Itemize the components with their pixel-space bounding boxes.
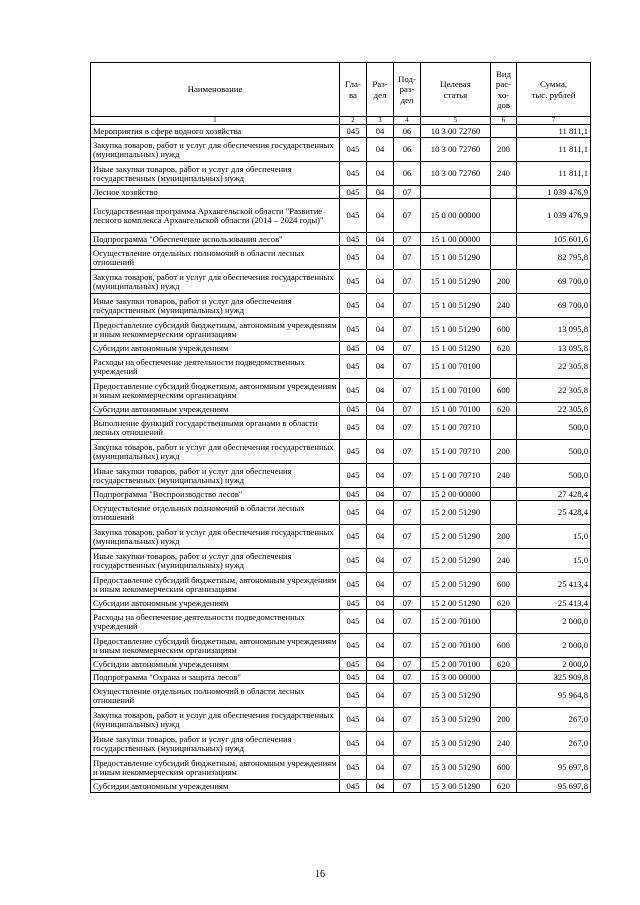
- cell-expense-type: [491, 246, 517, 270]
- column-number: 6: [491, 117, 517, 125]
- cell-chapter: 045: [340, 403, 367, 416]
- cell-section: 04: [367, 501, 394, 525]
- table-row: [91, 379, 591, 403]
- cell-section: 04: [367, 138, 394, 162]
- cell-target-article: 15 1 00 70100: [421, 403, 491, 416]
- table-row: [91, 318, 591, 342]
- cell-subsection: 07: [394, 294, 421, 318]
- cell-name: Подпрограмма "Воспроизводство лесов": [91, 488, 340, 501]
- cell-chapter: 045: [340, 318, 367, 342]
- cell-target-article: 15 1 00 51290: [421, 270, 491, 294]
- cell-chapter: 045: [340, 186, 367, 199]
- cell-amount: 25 413,4: [517, 597, 591, 610]
- cell-name: Закупка товаров, работ и услуг для обеспечения государственных (муниципальных) нужд: [91, 138, 340, 162]
- cell-name: Осуществление отдельных полномочий в области лесных отношений: [91, 501, 340, 525]
- cell-amount: 22 305,8: [517, 355, 591, 379]
- cell-section: 04: [367, 549, 394, 573]
- cell-section: 04: [367, 440, 394, 464]
- cell-section: 04: [367, 525, 394, 549]
- cell-target-article: 15 3 00 51290: [421, 780, 491, 793]
- cell-amount: 95 964,8: [517, 684, 591, 708]
- table-row: [91, 597, 591, 610]
- table-row: [91, 125, 591, 138]
- cell-section: 04: [367, 634, 394, 658]
- header-section: Раз- дел: [367, 63, 394, 117]
- cell-section: 04: [367, 379, 394, 403]
- table-row: [91, 573, 591, 597]
- cell-subsection: 07: [394, 756, 421, 780]
- table-row: [91, 355, 591, 379]
- cell-name: Субсидии автономным учреждениям: [91, 403, 340, 416]
- column-number: 5: [421, 117, 491, 125]
- page-number: 16: [315, 869, 325, 880]
- cell-expense-type: 620: [491, 597, 517, 610]
- cell-section: 04: [367, 597, 394, 610]
- cell-expense-type: [491, 501, 517, 525]
- table-row: [91, 658, 591, 671]
- cell-amount: 69 700,0: [517, 270, 591, 294]
- header-subsection: Под- раз- дел: [394, 63, 421, 117]
- cell-target-article: 15 1 00 70710: [421, 416, 491, 440]
- column-number: 7: [517, 117, 591, 125]
- column-number: 3: [367, 117, 394, 125]
- header-name: Наименование: [91, 63, 340, 117]
- cell-amount: 500,0: [517, 464, 591, 488]
- cell-section: 04: [367, 355, 394, 379]
- cell-target-article: 15 2 00 51290: [421, 549, 491, 573]
- cell-chapter: 045: [340, 549, 367, 573]
- cell-subsection: 07: [394, 488, 421, 501]
- table-row: [91, 780, 591, 793]
- cell-subsection: 07: [394, 549, 421, 573]
- cell-amount: 82 795,8: [517, 246, 591, 270]
- cell-chapter: 045: [340, 671, 367, 684]
- cell-name: Осуществление отдельных полномочий в области лесных отношений: [91, 246, 340, 270]
- cell-amount: 2 000,0: [517, 658, 591, 671]
- cell-amount: 11 811,1: [517, 162, 591, 186]
- cell-amount: 25 413,4: [517, 573, 591, 597]
- cell-amount: 105 601,6: [517, 233, 591, 246]
- cell-subsection: 07: [394, 732, 421, 756]
- cell-expense-type: [491, 186, 517, 199]
- cell-name: Подпрограмма "Охрана и защита лесов": [91, 671, 340, 684]
- cell-chapter: 045: [340, 138, 367, 162]
- cell-target-article: 15 2 00 70100: [421, 634, 491, 658]
- cell-chapter: 045: [340, 732, 367, 756]
- table-row: [91, 525, 591, 549]
- cell-target-article: 15 2 00 51290: [421, 597, 491, 610]
- cell-expense-type: 600: [491, 634, 517, 658]
- cell-subsection: 07: [394, 379, 421, 403]
- cell-name: Иные закупки товаров, работ и услуг для обеспечения государственных (муниципальных) нужд: [91, 732, 340, 756]
- cell-chapter: 045: [340, 294, 367, 318]
- cell-expense-type: 620: [491, 780, 517, 793]
- cell-expense-type: [491, 488, 517, 501]
- cell-target-article: 15 3 00 51290: [421, 756, 491, 780]
- cell-expense-type: 600: [491, 379, 517, 403]
- cell-amount: 267,0: [517, 708, 591, 732]
- table-row: [91, 246, 591, 270]
- cell-name: Мероприятия в сфере водного хозяйства: [91, 125, 340, 138]
- cell-chapter: 045: [340, 125, 367, 138]
- cell-subsection: 07: [394, 318, 421, 342]
- cell-amount: 13 095,8: [517, 342, 591, 355]
- cell-section: 04: [367, 186, 394, 199]
- cell-chapter: 045: [340, 233, 367, 246]
- table-row: [91, 270, 591, 294]
- table-row: [91, 403, 591, 416]
- cell-expense-type: [491, 199, 517, 233]
- table-row: [91, 440, 591, 464]
- cell-expense-type: 200: [491, 525, 517, 549]
- cell-amount: 13 095,8: [517, 318, 591, 342]
- cell-section: 04: [367, 416, 394, 440]
- cell-subsection: 07: [394, 658, 421, 671]
- cell-amount: 500,0: [517, 416, 591, 440]
- cell-section: 04: [367, 294, 394, 318]
- cell-chapter: 045: [340, 464, 367, 488]
- cell-name: Иные закупки товаров, работ и услуг для обеспечения государственных (муниципальных) нужд: [91, 464, 340, 488]
- cell-name: Закупка товаров, работ и услуг для обеспечения государственных (муниципальных) нужд: [91, 525, 340, 549]
- cell-target-article: 15 1 00 51290: [421, 342, 491, 355]
- cell-subsection: 07: [394, 440, 421, 464]
- column-number-row: [91, 117, 591, 125]
- cell-target-article: 15 1 00 70100: [421, 355, 491, 379]
- cell-expense-type: 240: [491, 549, 517, 573]
- cell-target-article: 15 2 00 70100: [421, 610, 491, 634]
- cell-chapter: 045: [340, 379, 367, 403]
- cell-target-article: 15 2 00 51290: [421, 501, 491, 525]
- table-row: [91, 732, 591, 756]
- cell-subsection: 06: [394, 162, 421, 186]
- cell-section: 04: [367, 125, 394, 138]
- header-target-article: Целевая статья: [421, 63, 491, 117]
- cell-section: 04: [367, 708, 394, 732]
- table-row: [91, 488, 591, 501]
- table-row: [91, 501, 591, 525]
- cell-name: Предоставление субсидий бюджетным, автономным учреждениям и иным некоммерческим организациям: [91, 756, 340, 780]
- cell-expense-type: 600: [491, 318, 517, 342]
- cell-subsection: 07: [394, 501, 421, 525]
- table-row: [91, 634, 591, 658]
- cell-name: Иные закупки товаров, работ и услуг для обеспечения государственных (муниципальных) нужд: [91, 162, 340, 186]
- cell-section: 04: [367, 671, 394, 684]
- cell-chapter: 045: [340, 756, 367, 780]
- cell-target-article: 15 1 00 70100: [421, 379, 491, 403]
- cell-subsection: 07: [394, 464, 421, 488]
- cell-subsection: 07: [394, 186, 421, 199]
- cell-chapter: 045: [340, 597, 367, 610]
- cell-subsection: 06: [394, 138, 421, 162]
- cell-chapter: 045: [340, 708, 367, 732]
- cell-amount: 95 697,8: [517, 756, 591, 780]
- cell-subsection: 07: [394, 597, 421, 610]
- cell-subsection: 07: [394, 416, 421, 440]
- cell-expense-type: 200: [491, 708, 517, 732]
- cell-target-article: 15 3 00 51290: [421, 708, 491, 732]
- cell-expense-type: 600: [491, 573, 517, 597]
- cell-name: Расходы на обеспечение деятельности подведомственных учреждений: [91, 610, 340, 634]
- cell-target-article: 15 2 00 00000: [421, 488, 491, 501]
- cell-subsection: 07: [394, 573, 421, 597]
- cell-expense-type: 240: [491, 732, 517, 756]
- cell-expense-type: 620: [491, 342, 517, 355]
- cell-amount: 69 700,0: [517, 294, 591, 318]
- table-row: [91, 342, 591, 355]
- cell-name: Подпрограмма "Обеспечение использования лесов": [91, 233, 340, 246]
- cell-name: Предоставление субсидий бюджетным, автономным учреждениям и иным некоммерческим организациям: [91, 379, 340, 403]
- cell-section: 04: [367, 780, 394, 793]
- cell-amount: 2 000,0: [517, 610, 591, 634]
- cell-chapter: 045: [340, 355, 367, 379]
- cell-section: 04: [367, 732, 394, 756]
- cell-target-article: 10 3 00 72760: [421, 138, 491, 162]
- cell-expense-type: 620: [491, 658, 517, 671]
- budget-table: [90, 62, 591, 793]
- cell-expense-type: 240: [491, 162, 517, 186]
- cell-target-article: 15 1 00 70710: [421, 464, 491, 488]
- cell-name: Закупка товаров, работ и услуг для обеспечения государственных (муниципальных) нужд: [91, 440, 340, 464]
- cell-chapter: 045: [340, 658, 367, 671]
- cell-chapter: 045: [340, 501, 367, 525]
- cell-amount: 27 428,4: [517, 488, 591, 501]
- cell-chapter: 045: [340, 525, 367, 549]
- cell-expense-type: [491, 125, 517, 138]
- cell-name: Закупка товаров, работ и услуг для обеспечения государственных (муниципальных) нужд: [91, 708, 340, 732]
- cell-expense-type: 200: [491, 440, 517, 464]
- table-row: [91, 233, 591, 246]
- column-number: 4: [394, 117, 421, 125]
- cell-chapter: 045: [340, 342, 367, 355]
- cell-target-article: 15 0 00 00000: [421, 199, 491, 233]
- cell-target-article: 15 2 00 51290: [421, 525, 491, 549]
- cell-name: Субсидии автономным учреждениям: [91, 780, 340, 793]
- cell-section: 04: [367, 684, 394, 708]
- cell-amount: 11 811,1: [517, 138, 591, 162]
- cell-section: 04: [367, 403, 394, 416]
- cell-target-article: 15 1 00 51290: [421, 246, 491, 270]
- cell-name: Предоставление субсидий бюджетным, автономным учреждениям и иным некоммерческим организациям: [91, 634, 340, 658]
- cell-name: Государственная программа Архангельской области "Развитие лесного комплекса Архангельской области (2014 – 2024 годы)": [91, 199, 340, 233]
- cell-amount: 1 039 476,9: [517, 199, 591, 233]
- cell-subsection: 07: [394, 634, 421, 658]
- table-row: [91, 186, 591, 199]
- cell-amount: 25 428,4: [517, 501, 591, 525]
- cell-subsection: 07: [394, 270, 421, 294]
- cell-target-article: [421, 186, 491, 199]
- cell-subsection: 07: [394, 403, 421, 416]
- table-row: [91, 671, 591, 684]
- cell-amount: 15,0: [517, 549, 591, 573]
- cell-name: Лесное хозяйство: [91, 186, 340, 199]
- cell-amount: 22 305,8: [517, 403, 591, 416]
- cell-amount: 15,0: [517, 525, 591, 549]
- cell-name: Иные закупки товаров, работ и услуг для обеспечения государственных (муниципальных) нужд: [91, 549, 340, 573]
- cell-amount: 2 000,0: [517, 634, 591, 658]
- cell-name: Субсидии автономным учреждениям: [91, 597, 340, 610]
- table-body: [91, 125, 591, 793]
- cell-section: 04: [367, 318, 394, 342]
- cell-amount: 11 811,1: [517, 125, 591, 138]
- cell-target-article: 15 2 00 70100: [421, 658, 491, 671]
- table-row: [91, 294, 591, 318]
- cell-expense-type: [491, 233, 517, 246]
- cell-section: 04: [367, 199, 394, 233]
- table-row: [91, 138, 591, 162]
- cell-name: Иные закупки товаров, работ и услуг для обеспечения государственных (муниципальных) нужд: [91, 294, 340, 318]
- header-chapter: Гла- ва: [340, 63, 367, 117]
- cell-chapter: 045: [340, 634, 367, 658]
- cell-target-article: 15 3 00 51290: [421, 732, 491, 756]
- cell-subsection: 07: [394, 671, 421, 684]
- cell-expense-type: 200: [491, 138, 517, 162]
- cell-expense-type: [491, 416, 517, 440]
- cell-chapter: 045: [340, 780, 367, 793]
- cell-name: Предоставление субсидий бюджетным, автономным учреждениям и иным некоммерческим организациям: [91, 573, 340, 597]
- cell-chapter: 045: [340, 488, 367, 501]
- cell-subsection: 07: [394, 610, 421, 634]
- cell-section: 04: [367, 756, 394, 780]
- cell-amount: 1 039 476,9: [517, 186, 591, 199]
- cell-subsection: 07: [394, 199, 421, 233]
- column-number: 1: [91, 117, 340, 125]
- table-row: [91, 610, 591, 634]
- cell-section: 04: [367, 246, 394, 270]
- cell-subsection: 07: [394, 246, 421, 270]
- cell-chapter: 045: [340, 573, 367, 597]
- cell-chapter: 045: [340, 270, 367, 294]
- table-row: [91, 416, 591, 440]
- cell-target-article: 10 3 00 72760: [421, 162, 491, 186]
- cell-subsection: 07: [394, 525, 421, 549]
- cell-section: 04: [367, 658, 394, 671]
- cell-chapter: 045: [340, 246, 367, 270]
- cell-target-article: 15 1 00 51290: [421, 318, 491, 342]
- cell-subsection: 07: [394, 708, 421, 732]
- cell-target-article: 15 3 00 51290: [421, 684, 491, 708]
- cell-subsection: 06: [394, 125, 421, 138]
- table-row: [91, 708, 591, 732]
- cell-expense-type: [491, 355, 517, 379]
- cell-amount: 325 909,8: [517, 671, 591, 684]
- cell-expense-type: [491, 610, 517, 634]
- cell-section: 04: [367, 464, 394, 488]
- table-row: [91, 162, 591, 186]
- cell-section: 04: [367, 488, 394, 501]
- cell-subsection: 07: [394, 342, 421, 355]
- cell-section: 04: [367, 233, 394, 246]
- table-row: [91, 199, 591, 233]
- cell-target-article: 15 1 00 70710: [421, 440, 491, 464]
- header-amount: Сумма, тыс. рублей: [517, 63, 591, 117]
- cell-chapter: 045: [340, 610, 367, 634]
- cell-amount: 22 305,8: [517, 379, 591, 403]
- table-row: [91, 756, 591, 780]
- cell-expense-type: 620: [491, 403, 517, 416]
- table-row: [91, 464, 591, 488]
- cell-section: 04: [367, 610, 394, 634]
- cell-section: 04: [367, 270, 394, 294]
- cell-amount: 267,0: [517, 732, 591, 756]
- cell-chapter: 045: [340, 162, 367, 186]
- cell-section: 04: [367, 162, 394, 186]
- cell-name: Субсидии автономным учреждениям: [91, 658, 340, 671]
- cell-name: Закупка товаров, работ и услуг для обеспечения государственных (муниципальных) нужд: [91, 270, 340, 294]
- cell-expense-type: 240: [491, 294, 517, 318]
- cell-expense-type: 600: [491, 756, 517, 780]
- cell-target-article: 15 3 00 00000: [421, 671, 491, 684]
- cell-expense-type: 200: [491, 270, 517, 294]
- cell-name: Предоставление субсидий бюджетным, автономным учреждениям и иным некоммерческим организациям: [91, 318, 340, 342]
- table-header-row: [91, 63, 591, 117]
- cell-target-article: 15 1 00 51290: [421, 294, 491, 318]
- column-number: 2: [340, 117, 367, 125]
- cell-subsection: 07: [394, 355, 421, 379]
- cell-chapter: 045: [340, 199, 367, 233]
- cell-name: Субсидии автономным учреждениям: [91, 342, 340, 355]
- cell-expense-type: [491, 671, 517, 684]
- cell-target-article: 15 1 00 00000: [421, 233, 491, 246]
- cell-name: Осуществление отдельных полномочий в области лесных отношений: [91, 684, 340, 708]
- cell-subsection: 07: [394, 780, 421, 793]
- cell-subsection: 07: [394, 684, 421, 708]
- cell-section: 04: [367, 342, 394, 355]
- cell-subsection: 07: [394, 233, 421, 246]
- cell-chapter: 045: [340, 416, 367, 440]
- cell-chapter: 045: [340, 684, 367, 708]
- cell-target-article: 10 3 00 72760: [421, 125, 491, 138]
- cell-expense-type: [491, 684, 517, 708]
- header-expense-type: Вид рас- хо- дов: [491, 63, 517, 117]
- cell-chapter: 045: [340, 440, 367, 464]
- cell-target-article: 15 2 00 51290: [421, 573, 491, 597]
- cell-section: 04: [367, 573, 394, 597]
- table-row: [91, 684, 591, 708]
- cell-amount: 500,0: [517, 440, 591, 464]
- cell-expense-type: 240: [491, 464, 517, 488]
- cell-amount: 95 697,8: [517, 780, 591, 793]
- cell-name: Расходы на обеспечение деятельности подведомственных учреждений: [91, 355, 340, 379]
- cell-name: Выполнение функций государственными органами в области лесных отношений: [91, 416, 340, 440]
- table-row: [91, 549, 591, 573]
